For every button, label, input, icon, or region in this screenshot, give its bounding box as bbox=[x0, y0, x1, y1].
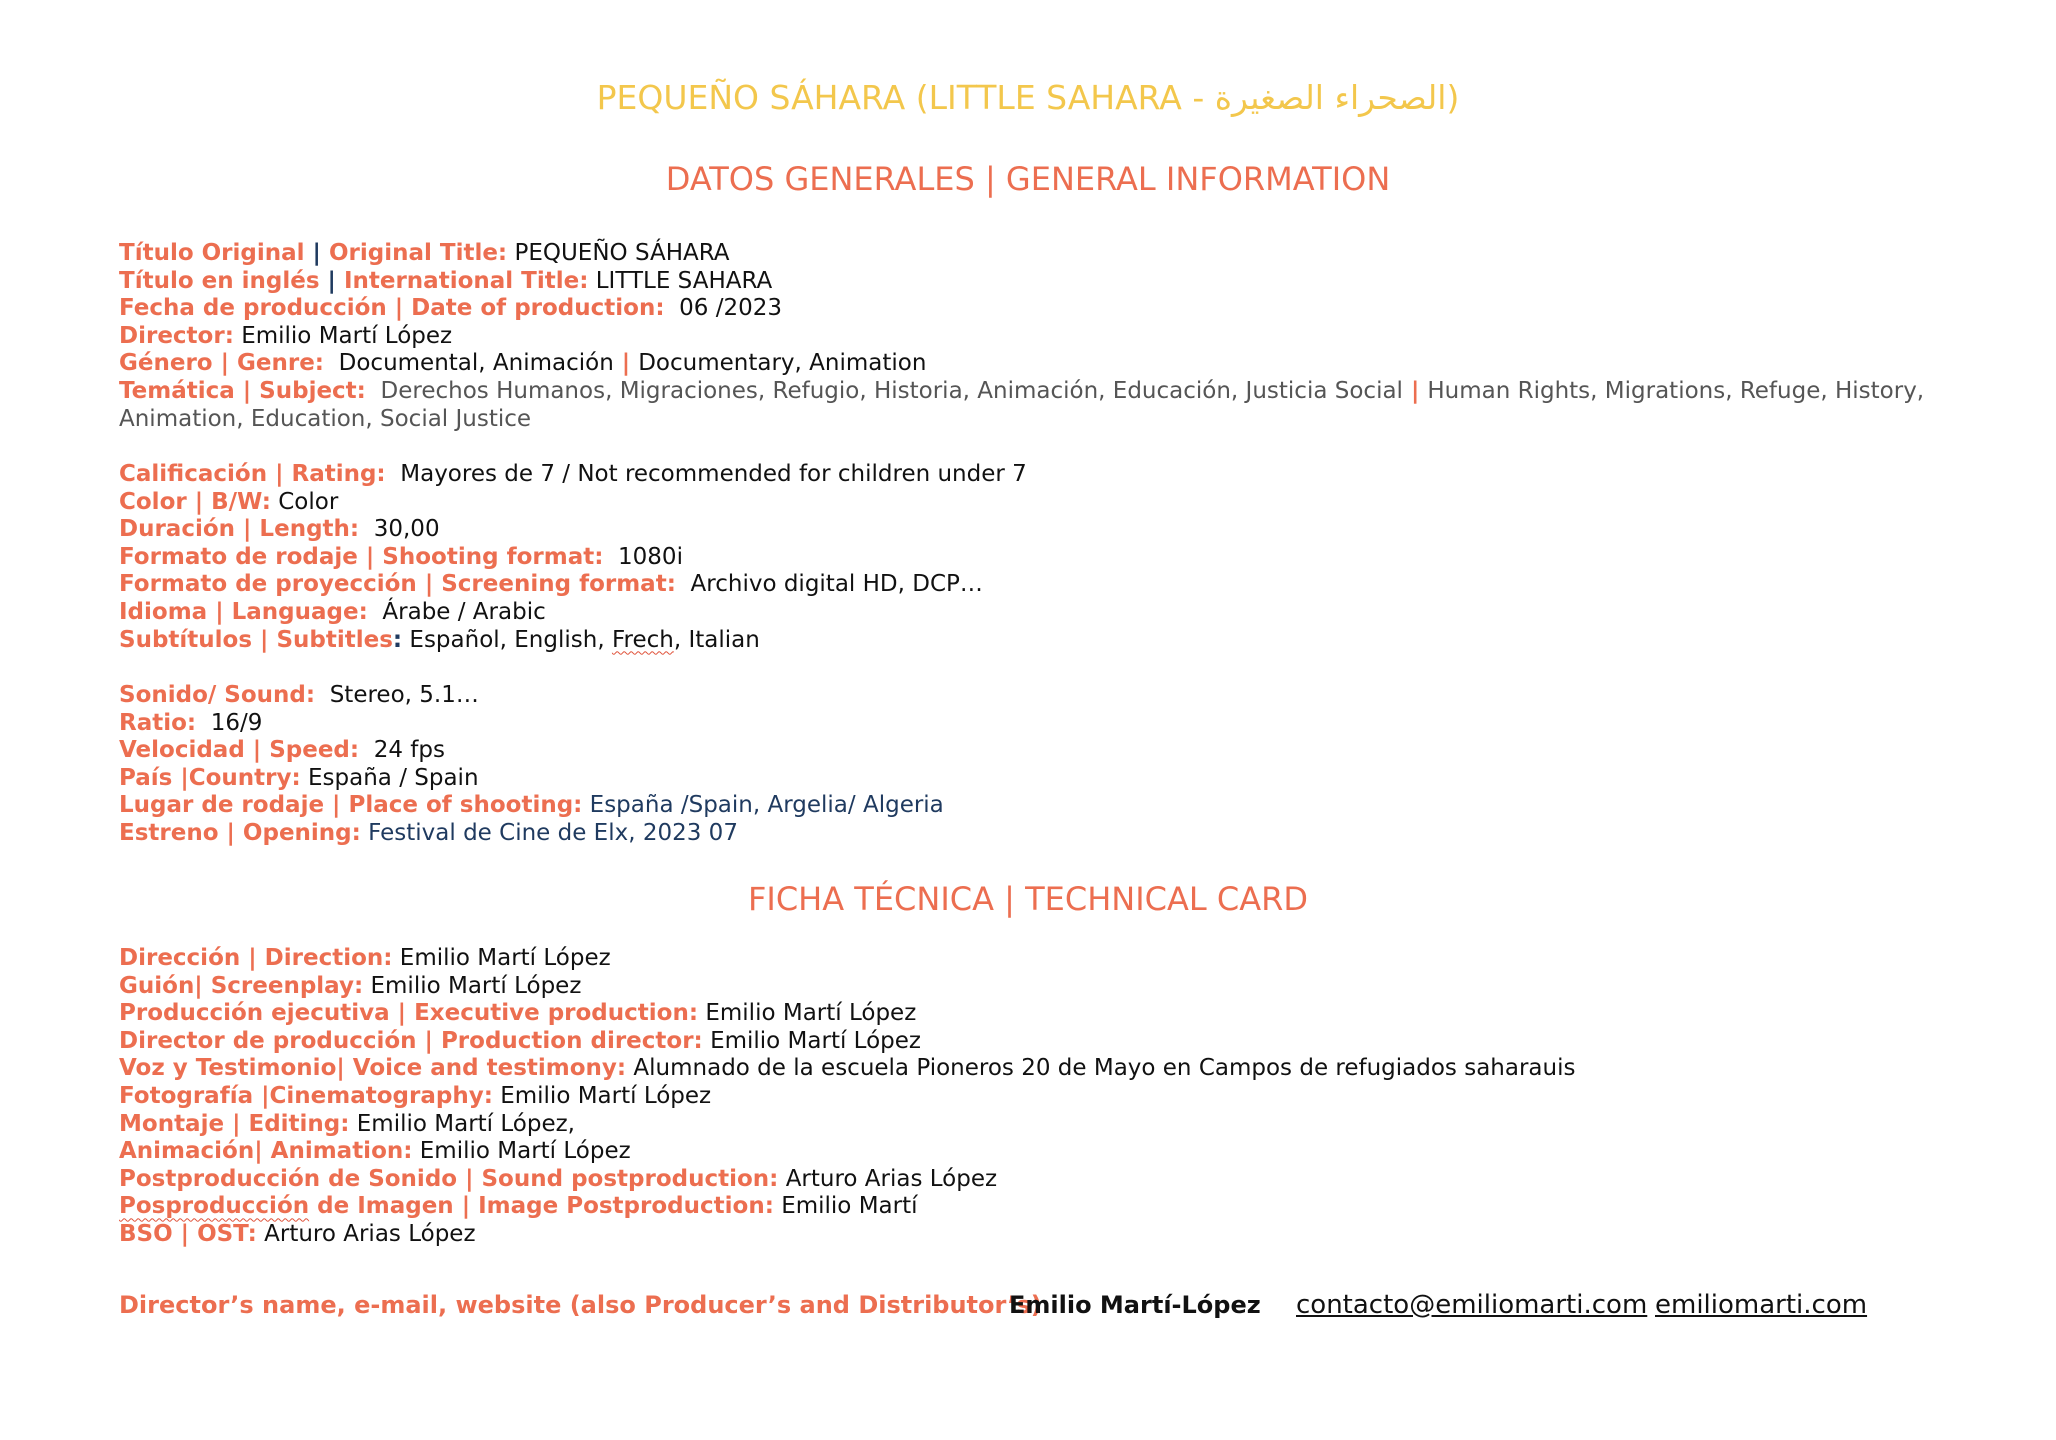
original-title-row: Título Original | Original Title: PEQUEÑO SÁHARA bbox=[119, 240, 730, 266]
subtitles-row: Subtítulos | Subtitles: Español, English, Frech, Italian bbox=[119, 626, 760, 653]
tech-row: Guión| Screenplay: Emilio Martí López bbox=[119, 972, 582, 999]
subject-row: Temática | Subject: Derechos Humanos, Migraciones, Refugio, Historia, Animación, Educación, Justicia Social | Human Rights, Migrations, Refuge, History, Animation, Education, Social Justice bbox=[119, 377, 1925, 432]
tech-row: Postproducción de Sonido | Sound postproduction: Arturo Arias López bbox=[119, 1165, 998, 1192]
production-date-row: Fecha de producción | Date of production: 06 /2023 bbox=[119, 295, 783, 322]
sound-row: Sonido/ Sound: Stereo, 5.1… bbox=[119, 682, 479, 708]
release-info-list bbox=[119, 682, 1959, 848]
place-row: Lugar de rodaje | Place of shooting: España /Spain, Argelia/ Algeria bbox=[119, 792, 944, 819]
tech-row: Voz y Testimonio| Voice and testimony: Alumnado de la escuela Pioneros 20 de Mayo en Campos de refugiados saharauis bbox=[119, 1055, 1576, 1082]
international-title-row: Título en inglés | International Title: LITTLE SAHARA bbox=[119, 267, 773, 294]
spelling-flag: Posproducción bbox=[119, 1193, 310, 1220]
genre-row: Género | Genre: Documental, Animación | Documentary, Animation bbox=[119, 350, 927, 377]
language-row: Idioma | Language: Árabe / Arabic bbox=[119, 598, 546, 625]
technical-card-list bbox=[119, 945, 1959, 1249]
country-row: País |Country: España / Spain bbox=[119, 764, 479, 791]
opening-row: Estreno | Opening: Festival de Cine de Elx, 2023 07 bbox=[119, 819, 738, 846]
film-title: PEQUEÑO SÁHARA (LITTLE SAHARA - الصحراء الصغيرة) bbox=[596, 78, 1460, 117]
tech-row: Dirección | Direction: Emilio Martí López bbox=[119, 945, 611, 971]
tech-row: Montaje | Editing: Emilio Martí López, bbox=[119, 1110, 575, 1137]
website-link[interactable]: emiliomarti.com bbox=[1655, 1290, 1868, 1320]
technical-card-heading: FICHA TÉCNICA | TECHNICAL CARD bbox=[747, 880, 1309, 918]
tech-row: Fotografía |Cinematography: Emilio Martí López bbox=[119, 1082, 712, 1109]
color-row: Color | B/W: Color bbox=[119, 488, 339, 515]
screening-format-row: Formato de proyección | Screening format: Archivo digital HD, DCP… bbox=[119, 571, 983, 598]
general-info-list bbox=[119, 240, 1959, 433]
spelling-flag: Frech bbox=[611, 626, 674, 653]
contact-name: Emilio Martí-López bbox=[1009, 1291, 1261, 1319]
shooting-format-row: Formato de rodaje | Shooting format: 1080i bbox=[119, 543, 683, 570]
director-row: Director: Emilio Martí López bbox=[119, 322, 453, 349]
tech-row: Director de producción | Production director: Emilio Martí López bbox=[119, 1027, 921, 1054]
tech-row: Animación| Animation: Emilio Martí López bbox=[119, 1138, 631, 1165]
ratio-row: Ratio: 16/9 bbox=[119, 709, 263, 736]
general-info-heading: DATOS GENERALES | GENERAL INFORMATION bbox=[665, 160, 1391, 198]
rating-row: Calificación | Rating: Mayores de 7 / Not recommended for children under 7 bbox=[119, 461, 1027, 487]
contact-label: Director’s name, e-mail, website (also Producer’s and Distributor’s) bbox=[119, 1291, 1042, 1319]
length-row: Duración | Length: 30,00 bbox=[119, 516, 440, 543]
ost-row: BSO | OST: Arturo Arias López bbox=[119, 1220, 476, 1247]
speed-row: Velocidad | Speed: 24 fps bbox=[119, 737, 445, 764]
contact-email-link[interactable]: contacto@emiliomarti.com bbox=[1296, 1290, 1648, 1320]
tech-row: Producción ejecutiva | Executive production: Emilio Martí López bbox=[119, 1000, 917, 1027]
format-info-list bbox=[119, 461, 1959, 654]
image-postproduction-row: Posproducción de Imagen | Image Postproduction: Emilio Martí bbox=[119, 1193, 918, 1220]
